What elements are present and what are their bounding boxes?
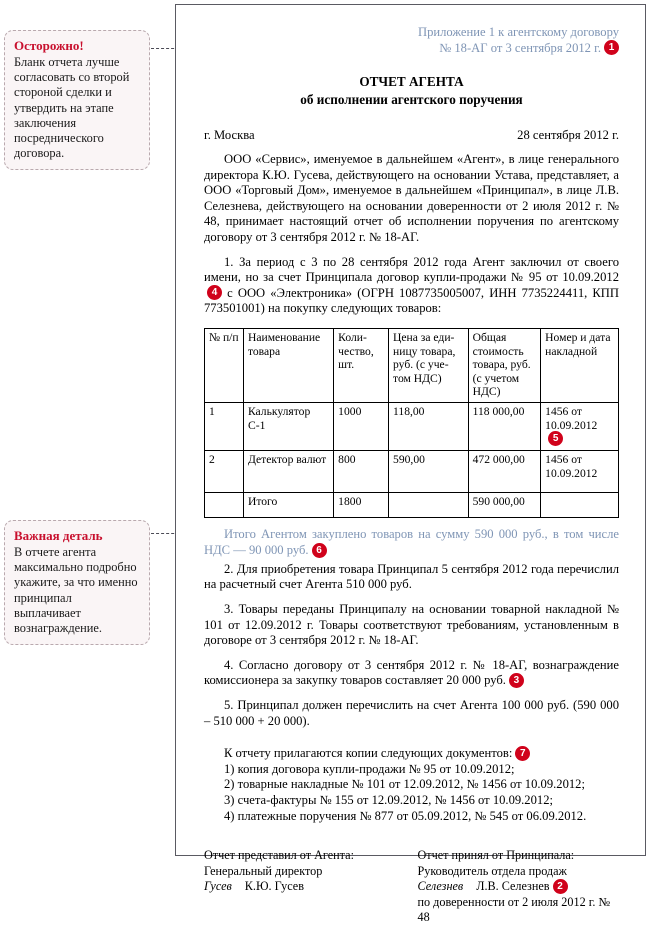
marker-badge-2: 2 [553, 879, 568, 894]
callout-warning-body: Бланк отчета лучше согласовать со второй стороной сделки и утвердить на этапе заключения посреднического договора. [14, 55, 130, 161]
paragraph-parties: ООО «Сервис», именуемое в дальнейшем «Агент», в лице генерального директора К.Ю. Гусева, действующего на основании Устава, представляет, а ООО «Торговый Дом», именуемое в дальнейшем «Принципал», в лице Л.В. Селезнева, действующего на основании доверенности от 2 июля 2012 г. № 48, принимает настоящий отчет об исполнении поручения по агентскому договору от 3 сентября 2012 г. № 18-АГ. [204, 152, 619, 245]
table-cell-name: Детектор валют [243, 451, 333, 493]
paragraph-clause-3: 3. Товары переданы Принципалу на основании товарной накладной № 101 от 12.09.2012 г. Товары соответствуют требованиям, установленным в договоре от 3 сентября 2012 г. № 18-АГ. [204, 602, 619, 648]
paragraph-clause-4-text: 4. Согласно договору от 3 сентября 2012 г. № 18-АГ, вознаграждение комиссионера за закупку товаров составляет 20 000 руб. [204, 657, 619, 688]
table-header-quantity: Коли-чество, шт. [334, 329, 389, 403]
appendix-reference-line-2-text: № 18-АГ от 3 сентября 2012 г. [439, 40, 601, 55]
marker-badge-5: 5 [548, 431, 563, 446]
table-cell-total: 118 000,00 [468, 403, 541, 451]
signature-agent-handwritten: Гусев [204, 878, 232, 893]
attachment-list-item: 2) товарные накладные № 101 от 12.09.2012, № 1456 от 10.09.2012; [224, 777, 585, 792]
paragraph-clause-1 [204, 255, 619, 317]
appendix-reference [204, 25, 619, 56]
signature-principal-printed-name: Л.В. Селезнев [476, 878, 550, 893]
table-cell-name: Калькулятор С-1 [243, 403, 333, 451]
paragraph-clause-1-part-2: с ООО «Электроника» (ОГРН 1087735005007, ИНН 7735224411, КПП 773501001) на покупку следующих товаров: [204, 285, 619, 316]
signature-principal-role-intro: Отчет принял от Принципала: [417, 848, 575, 863]
table-cell-number: 2 [205, 451, 244, 493]
signature-principal-handwritten: Селезнев [417, 878, 464, 893]
document-date: 28 сентября 2012 г. [517, 128, 619, 143]
table-total-cell-label: Итого [243, 493, 333, 518]
signature-agent-name-row [204, 879, 412, 894]
table-row [205, 403, 619, 451]
goods-table [204, 328, 619, 518]
document-page [175, 4, 646, 925]
callout-warning [4, 30, 150, 170]
table-cell-price: 118,00 [389, 403, 469, 451]
paragraph-clause-4 [204, 658, 619, 689]
appendix-reference-line-1: Приложение 1 к агентскому договору [417, 25, 619, 39]
table-header-name: Наименование товара [243, 329, 333, 403]
marker-badge-4: 4 [207, 285, 222, 300]
marker-badge-3: 3 [509, 673, 524, 688]
appendix-reference-line-2 [204, 41, 619, 57]
table-cell-quantity: 1000 [334, 403, 389, 451]
table-total-cell-invoice [541, 493, 619, 518]
table-cell-total: 472 000,00 [468, 451, 541, 493]
table-total-row [205, 493, 619, 518]
marker-badge-1: 1 [604, 40, 619, 55]
paragraph-clause-1-part-1: 1. За период с 3 по 28 сентября 2012 года Агент заключил от своего имени, но за счет Принципала договор купли-продажи № 95 от 10.09.2012 [204, 254, 619, 285]
document-place: г. Москва [204, 128, 255, 143]
table-header-number: № п/п [205, 329, 244, 403]
signature-principal-position: Руководитель отдела продаж [417, 863, 567, 878]
attachment-list-item: 3) счета-фактуры № 155 от 12.09.2012, № 1456 от 10.09.2012; [224, 792, 553, 807]
callout-important-title: Важная деталь [14, 528, 103, 543]
signature-principal-proxy-note: по доверенности от 2 июля 2012 г. № 48 [417, 894, 611, 925]
paragraph-clause-5: 5. Принципал должен перечислить на счет Агента 100 000 руб. (590 000 – 510 000 + 20 000). [204, 697, 619, 728]
table-header-price: Цена за еди-ницу товара, руб. (с уче-том НДС) [389, 329, 469, 403]
signature-principal-name-row [418, 879, 620, 895]
attachments-heading [204, 745, 619, 762]
callout-important-body: В отчете агента максимально подробно укажите, за что именно принципал выплачивает вознаграждение. [14, 545, 138, 636]
summary-total-purchased-text: Итого Агентом закуплено товаров на сумму 590 000 руб., в том числе НДС — 90 000 руб. [204, 527, 619, 558]
table-row [205, 451, 619, 493]
attachment-list-item: 4) платежные поручения № 877 от 05.09.2012, № 545 от 06.09.2012. [224, 808, 587, 823]
table-cell-quantity: 800 [334, 451, 389, 493]
table-cell-invoice: 1456 от 10.09.2012 [541, 451, 619, 493]
signature-agent-position: Генеральный директор [204, 863, 323, 878]
marker-badge-6: 6 [312, 543, 327, 558]
table-cell-number: 1 [205, 403, 244, 451]
attachments-heading-text: К отчету прилагаются копии следующих документов: [224, 746, 513, 761]
signature-agent-role-intro: Отчет представил от Агента: [204, 848, 354, 863]
table-total-cell-number [205, 493, 244, 518]
signature-agent-printed-name: К.Ю. Гусев [244, 878, 304, 893]
table-header-row [205, 329, 619, 403]
table-total-cell-total: 590 000,00 [468, 493, 541, 518]
table-header-invoice: Номер и дата накладной [541, 329, 619, 403]
table-header-total: Общая стоимость товара, руб. (с учетом НДС) [468, 329, 541, 403]
attachments-list [204, 762, 619, 824]
document-title: ОТЧЕТ АГЕНТА [359, 74, 464, 90]
marker-badge-7: 7 [515, 746, 530, 761]
table-cell-invoice-text: 1456 от 10.09.2012 [545, 405, 598, 432]
callout-warning-title: Осторожно! [14, 38, 84, 53]
table-total-cell-quantity: 1800 [334, 493, 389, 518]
callout-important-detail [4, 520, 150, 645]
summary-total-purchased [204, 527, 619, 559]
paragraph-clause-2: 2. Для приобретения товара Принципал 5 сентября 2012 года перечислил на расчетный счет Агента 510 000 руб. [204, 561, 619, 592]
table-cell-price: 590,00 [389, 451, 469, 493]
document-subtitle: об исполнении агентского поручения [300, 91, 523, 107]
place-and-date-row [204, 127, 619, 143]
table-cell-invoice [541, 403, 619, 451]
table-total-cell-price [389, 493, 469, 518]
attachment-list-item: 1) копия договора купли-продажи № 95 от 10.09.2012; [224, 761, 515, 776]
